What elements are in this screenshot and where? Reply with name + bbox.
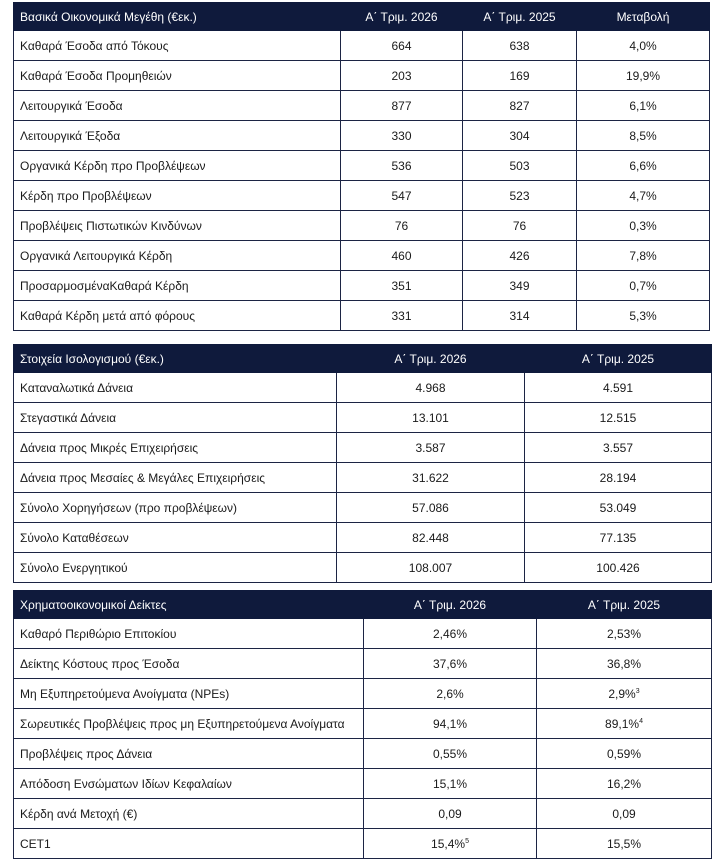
cell-value	[525, 463, 712, 493]
row-label-text: Καθαρά Έσοδα από Τόκους	[20, 38, 169, 53]
cell-value	[463, 241, 577, 271]
column-header: Μεταβολή	[577, 3, 710, 31]
row-label	[14, 121, 341, 151]
cell-value	[463, 121, 577, 151]
column-header: Α΄ Τριμ. 2026	[341, 3, 463, 31]
cell-value-text: 0,09	[612, 806, 636, 821]
cell-value	[463, 31, 577, 61]
cell-value-text: 0,59%	[606, 746, 642, 761]
cell-value	[337, 403, 525, 433]
row-label-text: Λειτουργικά Έσοδα	[20, 98, 123, 113]
cell-value-text: 53.049	[599, 500, 637, 515]
table-row	[14, 679, 712, 709]
cell-value	[341, 61, 463, 91]
cell-value-text: 15,4%	[431, 836, 466, 851]
cell-value	[337, 373, 525, 403]
cell-value-text: 94,1%	[432, 716, 468, 731]
table-row	[14, 271, 710, 301]
cell-value-text: 3.557	[602, 440, 634, 455]
cell-value	[341, 151, 463, 181]
cell-value	[537, 829, 712, 859]
table-row	[14, 241, 710, 271]
cell-value-text: 89,1%	[605, 716, 640, 731]
row-label	[14, 493, 337, 523]
cell-value-text: 349	[509, 278, 530, 293]
cell-value-text: 108.007	[408, 560, 453, 575]
cell-value-text: 100.426	[596, 560, 640, 575]
table-row	[14, 649, 712, 679]
cell-value-text: 547	[391, 188, 412, 203]
financial-ratios-table	[13, 590, 712, 859]
row-label-text: Καθαρά Έσοδα Προμηθειών	[20, 68, 172, 83]
cell-value-text: 2,46%	[432, 626, 468, 641]
row-label	[14, 553, 337, 583]
cell-value-text: 638	[509, 38, 530, 53]
row-label	[14, 523, 337, 553]
cell-value	[463, 181, 577, 211]
row-label	[14, 31, 341, 61]
cell-value	[341, 241, 463, 271]
row-label	[14, 403, 337, 433]
table-row	[14, 301, 710, 331]
column-header: Α΄ Τριμ. 2026	[364, 591, 537, 619]
table-row	[14, 121, 710, 151]
cell-value	[525, 493, 712, 523]
table-row	[14, 829, 712, 859]
row-label-text: Λειτουργικά Έξοδα	[20, 128, 121, 143]
table-row	[14, 799, 712, 829]
cell-value	[577, 91, 710, 121]
table-row	[14, 523, 712, 553]
cell-value-text: 523	[509, 188, 530, 203]
cell-value	[525, 403, 712, 433]
cell-value-text: 426	[509, 248, 530, 263]
row-label	[14, 61, 341, 91]
table-row	[14, 181, 710, 211]
cell-value-text: 4.591	[602, 380, 634, 395]
cell-value	[577, 211, 710, 241]
cell-value-text: 0,09	[438, 806, 462, 821]
table-header-row	[14, 591, 712, 619]
table-row	[14, 739, 712, 769]
cell-value-text: 28.194	[599, 470, 637, 485]
cell-value	[337, 553, 525, 583]
row-label-text: Δείκτης Κόστους προς Έσοδα	[20, 656, 180, 671]
row-label-text: Μη Εξυπηρετούμενα Ανοίγματα (NPEs)	[20, 686, 230, 701]
cell-value	[463, 61, 577, 91]
cell-value	[341, 31, 463, 61]
cell-value	[364, 829, 537, 859]
table-header-row	[14, 345, 712, 373]
cell-value-text: 8,5%	[629, 128, 657, 143]
cell-value-text: 15,5%	[606, 836, 642, 851]
column-header: Α΄ Τριμ. 2026	[337, 345, 525, 373]
cell-value-text: 76	[394, 218, 409, 233]
column-header: Α΄ Τριμ. 2025	[537, 591, 712, 619]
column-header: Α΄ Τριμ. 2025	[463, 3, 577, 31]
cell-value	[463, 211, 577, 241]
cell-value	[364, 769, 537, 799]
cell-value-text: 37,6%	[432, 656, 468, 671]
footnote-marker: 3	[635, 687, 640, 695]
cell-value-text: 4,7%	[629, 188, 657, 203]
cell-value-text: 351	[391, 278, 412, 293]
cell-value-text: 6,6%	[629, 158, 657, 173]
cell-value-text: 3.587	[415, 440, 446, 455]
cell-value-text: 2,53%	[606, 626, 642, 641]
row-label	[14, 241, 341, 271]
row-label	[14, 829, 364, 859]
cell-value-text: 13.101	[412, 410, 449, 425]
row-label-text: Σύνολο Καταθέσεων	[20, 530, 129, 545]
row-label	[14, 709, 364, 739]
cell-value-text: 5,3%	[629, 308, 657, 323]
table-row	[14, 403, 712, 433]
row-label-text: Στεγαστικά Δάνεια	[20, 410, 117, 425]
cell-value-text: 16,2%	[606, 776, 642, 791]
row-label	[14, 649, 364, 679]
table-row	[14, 91, 710, 121]
cell-value	[341, 181, 463, 211]
cell-value-text: 2,9%	[608, 686, 636, 701]
cell-value-text: 460	[391, 248, 412, 263]
table-row	[14, 373, 712, 403]
cell-value-text: 82.448	[412, 530, 449, 545]
cell-value-text: 31.622	[412, 470, 449, 485]
cell-value	[337, 433, 525, 463]
cell-value-text: 664	[391, 38, 412, 53]
cell-value	[341, 121, 463, 151]
table-row	[14, 619, 712, 649]
cell-value-text: 314	[509, 308, 530, 323]
cell-value	[463, 301, 577, 331]
row-label	[14, 679, 364, 709]
key-financials-table	[13, 2, 710, 331]
row-label	[14, 211, 341, 241]
cell-value	[525, 523, 712, 553]
cell-value	[577, 121, 710, 151]
cell-value-text: 36,8%	[606, 656, 642, 671]
cell-value	[577, 151, 710, 181]
cell-value	[537, 769, 712, 799]
cell-value	[364, 619, 537, 649]
footnote-marker: 5	[465, 837, 469, 845]
cell-value	[364, 709, 537, 739]
cell-value	[537, 619, 712, 649]
cell-value	[537, 649, 712, 679]
row-label-text: Κέρδη προ Προβλέψεων	[20, 188, 152, 203]
cell-value	[525, 373, 712, 403]
cell-value	[525, 433, 712, 463]
cell-value-text: 6,1%	[629, 98, 657, 113]
table-row	[14, 709, 712, 739]
cell-value	[577, 31, 710, 61]
cell-value	[525, 553, 712, 583]
cell-value	[364, 679, 537, 709]
cell-value-text: 7,8%	[629, 248, 657, 263]
cell-value	[577, 241, 710, 271]
cell-value-text: 57.086	[412, 500, 449, 515]
cell-value-text: 0,7%	[629, 278, 657, 293]
table-title-header: Στοιχεία Ισολογισμού (€εκ.)	[14, 345, 337, 373]
cell-value-text: 4.968	[415, 380, 446, 395]
cell-value-text: 0,3%	[629, 218, 657, 233]
cell-value-text: 169	[509, 68, 530, 83]
cell-value	[463, 271, 577, 301]
row-label-text: Οργανικά Λειτουργικά Κέρδη	[20, 248, 173, 263]
row-label	[14, 619, 364, 649]
cell-value	[577, 61, 710, 91]
cell-value	[537, 739, 712, 769]
cell-value	[463, 91, 577, 121]
cell-value-text: 2,6%	[436, 686, 464, 701]
cell-value	[341, 211, 463, 241]
table-title-header: Βασικά Οικονομικά Μεγέθη (€εκ.)	[14, 3, 341, 31]
cell-value	[341, 271, 463, 301]
cell-value-text: 503	[509, 158, 530, 173]
row-label	[14, 799, 364, 829]
cell-value	[337, 463, 525, 493]
cell-value-text: 0,55%	[432, 746, 468, 761]
row-label	[14, 739, 364, 769]
cell-value-text: 203	[391, 68, 412, 83]
row-label-text: ΠροσαρμοσμέναΚαθαρά Κέρδη	[20, 278, 189, 293]
cell-value	[364, 649, 537, 679]
cell-value	[577, 301, 710, 331]
footnote-marker: 4	[639, 717, 643, 725]
cell-value-text: 877	[391, 98, 412, 113]
row-label-text: Καθαρά Κέρδη μετά από φόρους	[20, 308, 196, 323]
table-row	[14, 463, 712, 493]
row-label-text: Οργανικά Κέρδη προ Προβλέψεων	[20, 158, 206, 173]
cell-value	[577, 181, 710, 211]
cell-value-text: 331	[391, 308, 412, 323]
cell-value	[337, 493, 525, 523]
cell-value	[537, 799, 712, 829]
cell-value-text: 536	[391, 158, 412, 173]
cell-value	[364, 739, 537, 769]
row-label-text: Καταναλωτικά Δάνεια	[20, 380, 134, 395]
table-row	[14, 31, 710, 61]
row-label-text: Απόδοση Ενσώματων Ιδίων Κεφαλαίων	[20, 776, 232, 791]
table-row	[14, 433, 712, 463]
table-row	[14, 493, 712, 523]
row-label	[14, 271, 341, 301]
row-label	[14, 301, 341, 331]
row-label-text: CET1	[20, 836, 51, 851]
row-label	[14, 433, 337, 463]
row-label-text: Σωρευτικές Προβλέψεις προς μη Εξυπηρετούμενα Ανοίγματα	[20, 716, 345, 731]
row-label-text: Δάνεια προς Μεσαίες & Μεγάλες Επιχειρήσεις	[20, 470, 266, 485]
cell-value-text: 330	[391, 128, 412, 143]
row-label	[14, 373, 337, 403]
table-title-header: Χρηματοοικονομικοί Δείκτες	[14, 591, 364, 619]
row-label	[14, 769, 364, 799]
cell-value	[537, 679, 712, 709]
cell-value-text: 15,1%	[432, 776, 468, 791]
table-row	[14, 553, 712, 583]
cell-value	[341, 91, 463, 121]
balance-sheet-table	[13, 344, 712, 583]
column-header: Α΄ Τριμ. 2025	[525, 345, 712, 373]
cell-value-text: 304	[509, 128, 530, 143]
row-label-text: Σύνολο Χορηγήσεων (προ προβλέψεων)	[20, 500, 237, 515]
row-label-text: Κέρδη ανά Μετοχή (€)	[20, 806, 138, 821]
row-label-text: Δάνεια προς Μικρές Επιχειρήσεις	[20, 440, 199, 455]
row-label	[14, 151, 341, 181]
cell-value	[577, 271, 710, 301]
cell-value-text: 76	[512, 218, 527, 233]
row-label-text: Καθαρό Περιθώριο Επιτοκίου	[20, 626, 177, 641]
cell-value	[463, 151, 577, 181]
table-row	[14, 211, 710, 241]
row-label-text: Προβλέψεις Πιστωτικών Κινδύνων	[20, 218, 202, 233]
cell-value	[537, 709, 712, 739]
cell-value-text: 77.135	[599, 530, 637, 545]
row-label-text: Σύνολο Ενεργητικού	[20, 560, 128, 575]
cell-value	[337, 523, 525, 553]
cell-value-text: 19,9%	[625, 68, 661, 83]
table-row	[14, 769, 712, 799]
table-row	[14, 151, 710, 181]
table-header-row	[14, 3, 710, 31]
cell-value-text: 12.515	[599, 410, 637, 425]
cell-value-text: 4,0%	[629, 38, 657, 53]
cell-value-text: 827	[509, 98, 530, 113]
cell-value	[364, 799, 537, 829]
cell-value	[341, 301, 463, 331]
row-label-text: Προβλέψεις προς Δάνεια	[20, 746, 153, 761]
row-label	[14, 463, 337, 493]
row-label	[14, 91, 341, 121]
row-label	[14, 181, 341, 211]
table-row	[14, 61, 710, 91]
